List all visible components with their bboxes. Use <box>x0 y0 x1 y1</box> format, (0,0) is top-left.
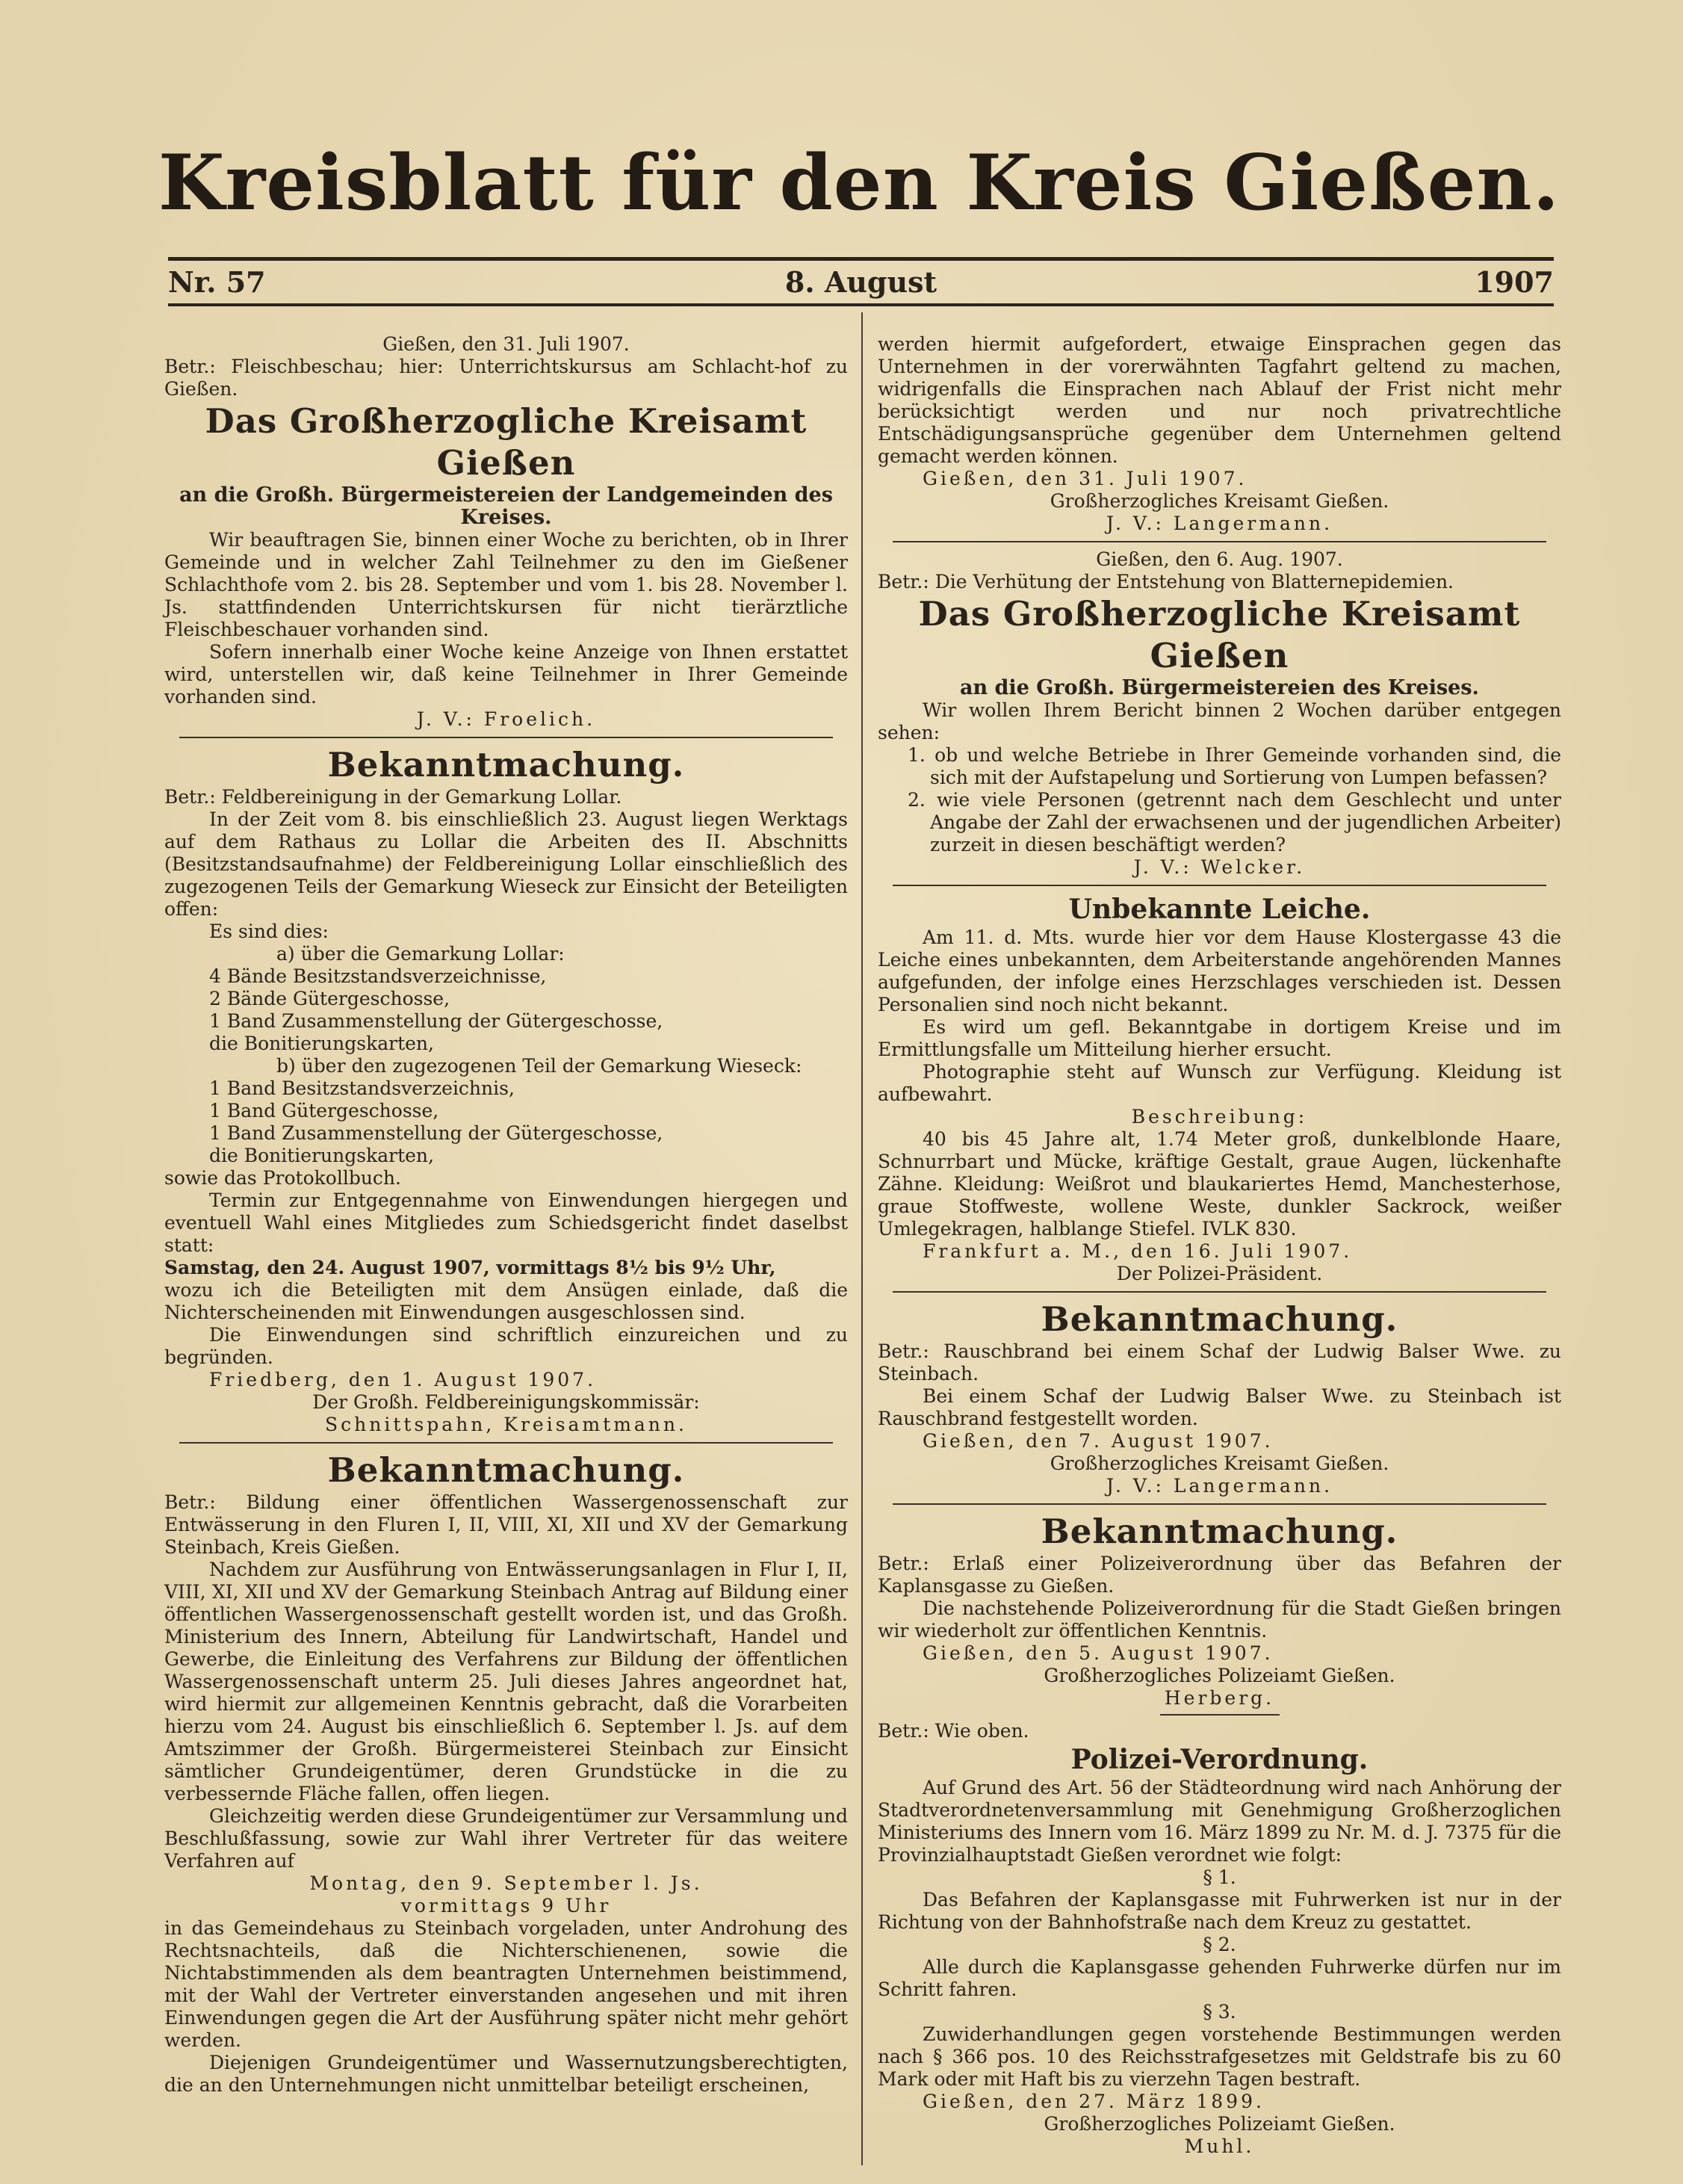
article-heading: Bekanntmachung. <box>1041 1512 1398 1551</box>
dateline: Frankfurt a. M., den 16. Juli 1907. <box>923 1240 1353 1262</box>
list-heading: a) über die Gemarkung Lollar: <box>276 943 565 965</box>
subject-line: Betr.: Die Verhütung der Entstehung von Blatternepidemien. <box>878 571 1454 593</box>
paragraph: Termin zur Entgegennahme von Einwendungen hiergegen und eventuell Wahl eines Mitgliedes zum Schiedsgericht findet daselbst statt: <box>164 1190 848 1256</box>
article-heading: Polizei-Verordnung. <box>1070 1744 1369 1775</box>
article-heading: Das Großherzogliche Kreisamt Gießen <box>205 401 808 483</box>
dateline: Gießen, den 7. August 1907. <box>923 1430 1274 1452</box>
dateline: Gießen, den 6. Aug. 1907. <box>1096 548 1343 570</box>
paragraph: Es wird um gefl. Bekanntgabe in dortigem Kreise und im Ermittlungsfalle um Mitteilung hierher ersucht. <box>878 1016 1561 1060</box>
paragraph: Bei einem Schaf der Ludwig Balser Wwe. zu Steinbach ist Rauschbrand festgestellt worden. <box>878 1385 1561 1429</box>
list-item: 2. wie viele Personen (getrennt nach dem Geschlecht und unter Angabe der Zahl der erwachsenen und der jugendlichen Arbeiter) zurzeit in diesen beschäftigt werden? <box>908 789 1561 856</box>
paragraph: Wir wollen Ihrem Bericht binnen 2 Wochen darüber entgegen sehen: <box>878 699 1561 743</box>
article-subheading: an die Großh. Bürgermeistereien der Landgemeinden des Kreises. <box>179 483 833 529</box>
issue-number: Nr. 57 <box>168 265 266 299</box>
notice-kaplansgasse <box>878 1511 1561 1716</box>
paragraph: Die Einwendungen sind schriftlich einzureichen und zu begründen. <box>164 1324 848 1368</box>
dateline: Gießen, den 27. März 1899. <box>923 2091 1265 2112</box>
masthead-title: Kreisblatt für den Kreis Gießen. <box>158 138 1560 228</box>
police-ordinance <box>878 1720 1561 2158</box>
paragraph: Alle durch die Kaplansgasse gehenden Fuhrwerke dürfen nur im Schritt fahren. <box>878 1956 1561 2000</box>
section-number: § 2. <box>1203 1934 1236 1955</box>
left-column <box>164 333 848 2097</box>
signature: Herberg. <box>1164 1687 1275 1709</box>
dateline: Gießen, den 31. Juli 1907. <box>382 333 630 355</box>
subject-line: Betr.: Bildung einer öffentlichen Wassergenossenschaft zur Entwässerung in den Fluren I, II, VIII, XI, XII und XV der Gemarkung Steinbach, Kreis Gießen. <box>164 1491 848 1558</box>
divider <box>179 737 833 738</box>
paragraph: wozu ich die Beteiligten mit dem Ansügen einlade, daß die Nichterscheinenden mit Einwendungen ausgeschlossen sind. <box>164 1279 848 1323</box>
signature: Schnittspahn, Kreisamtmann. <box>325 1414 687 1435</box>
signature-title: Großherzogliches Polizeiamt Gießen. <box>1044 1665 1395 1686</box>
paragraph: Am 11. d. Mts. wurde hier vor dem Hause Klostergasse 43 die Leiche eines unbekannten, dem Arbeiterstande angehörenden Mannes aufgefunden, der infolge eines Herzschlages verschieden ist. Dessen Personalien sind noch nicht bekannt. <box>878 927 1561 1015</box>
signature-title: Der Großh. Feldbereinigungskommissär: <box>312 1391 700 1413</box>
article-heading: Das Großherzogliche Kreisamt Gießen <box>918 594 1521 675</box>
signature-title: Großherzogliches Kreisamt Gießen. <box>1050 490 1389 512</box>
notice-blatternepidemien <box>878 548 1561 879</box>
signature: Der Polizei-Präsident. <box>1116 1263 1323 1284</box>
article-heading: Unbekannte Leiche. <box>1068 894 1371 925</box>
signature: J. V.: Langermann. <box>1106 513 1333 534</box>
list-item: 1 Band Zusammenstellung der Gütergeschosse, <box>209 1122 663 1144</box>
issue-date: 8. August <box>784 265 937 299</box>
paragraph: Das Befahren der Kaplansgasse mit Fuhrwerken ist nur in der Richtung von der Bahnhofstraße nach dem Kreuz zu gestattet. <box>878 1889 1561 1933</box>
list-item: 1 Band Gütergeschosse, <box>209 1100 439 1122</box>
paragraph: Wir beauftragen Sie, binnen einer Woche zu berichten, ob in Ihrer Gemeinde und in welcher Zahl Teilnehmer zu den im Gießener Schlachthofe vom 2. bis 28. September und vom 1. bis 28. November l. Js. stattfindenden Unterrichtskursen für nicht tierärztliche Fleischbeschauer vorhanden sind. <box>164 529 848 640</box>
paragraph: Auf Grund des Art. 56 der Städteordnung wird nach Anhörung der Stadtverordnetenversammlung mit Genehmigung Großherzoglichen Ministeriums des Innern vom 16. März 1899 zu Nr. M. d. J. 7375 für die Provinzialhauptstadt Gießen verordnet wie folgt: <box>878 1777 1561 1866</box>
paragraph: Zuwiderhandlungen gegen vorstehende Bestimmungen werden nach § 366 pos. 10 des Reichsstrafgesetzes mit Geldstrafe bis zu 60 Mark oder mit Haft bis zu vierzehn Tagen bestraft. <box>878 2023 1561 2090</box>
paragraph: Nachdem zur Ausführung von Entwässerungsanlagen in Flur I, II, VIII, XI, XII und XV der Gemarkung Steinbach Antrag auf Bildung einer öffentlichen Wassergenossenschaft gestellt worden ist, und das Großh. Ministerium des Innern, Abteilung für Landwirtschaft, Handel und Gewerbe, die Einleitung des Verfahrens zur Bildung der öffentlichen Wassergenossenschaft unterm 25. Juli dieses Jahres angeordnet hat, wird hiermit zur allgemeinen Kenntnis gebracht, daß die Vorarbeiten hierzu vom 24. August bis einschließlich 6. September l. Js. auf dem Amtszimmer der Großh. Bürgermeisterei Steinbach zur Einsicht sämtlicher Grundeigentümer, deren Grundstücke in die zu verbessernde Fläche fallen, offen liegen. <box>164 1559 848 1804</box>
column-divider <box>861 312 863 2165</box>
paragraph: in das Gemeindehaus zu Steinbach vorgeladen, unter Androhung des Rechtsnachteils, daß die Nichterschienenen, sowie die Nichtabstimmenden als dem beantragten Unternehmen beistimmend, mit der Wahl der Vertreter einverstanden angesehen und mit ihren Einwendungen gegen die Art der Ausführung später nicht mehr gehört werden. <box>164 1917 848 2051</box>
masthead-rule-top <box>168 257 1554 261</box>
list-item: die Bonitierungskarten, <box>209 1033 434 1054</box>
dateline: Gießen, den 31. Juli 1907. <box>923 468 1247 489</box>
right-column <box>878 333 1561 2158</box>
divider <box>179 1442 833 1444</box>
paragraph: werden hiermit aufgefordert, etwaige Einsprachen gegen das Unternehmen in der vorerwähnten Tagfahrt geltend zu machen, widrigenfalls die Einsprachen nach Ablauf der Frist nicht mehr berücksichtigt werden und nur noch privatrechtliche Entschädigungsansprüche gegenüber dem Unternehmen geltend gemacht werden können. <box>878 333 1561 467</box>
notice-unbekannte-leiche <box>878 892 1561 1285</box>
paragraph: Gleichzeitig werden diese Grundeigentümer zur Versammlung und Beschlußfassung, sowie zur Wahl ihrer Vertreter für das weitere Verfahren auf <box>164 1805 848 1872</box>
meeting-time: vormittags 9 Uhr <box>400 1895 612 1917</box>
list-item: 1. ob und welche Betriebe in Ihrer Gemeinde vorhanden sind, die sich mit der Aufstapelung und Sortierung von Lumpen befassen? <box>908 744 1561 788</box>
issue-line <box>168 263 1554 302</box>
divider <box>893 541 1546 542</box>
dateline: Friedberg, den 1. August 1907. <box>209 1369 597 1390</box>
article-heading: Bekanntmachung. <box>327 745 685 785</box>
meeting-date: Montag, den 9. September l. Js. <box>309 1872 703 1894</box>
divider <box>893 885 1546 886</box>
list-heading: b) über den zugezogenen Teil der Gemarkung Wieseck: <box>276 1055 802 1077</box>
list-item: 1 Band Besitzstandsverzeichnis, <box>209 1077 515 1099</box>
subject-line: Betr.: Erlaß einer Polizeiverordnung über das Befahren der Kaplansgasse zu Gießen. <box>878 1553 1561 1597</box>
appointment-line: Samstag, den 24. August 1907, vormittags 8½ bis 9½ Uhr, <box>164 1257 776 1278</box>
signature: Muhl. <box>1184 2135 1255 2157</box>
divider <box>893 1503 1546 1505</box>
signature: J. V.: Welcker. <box>1133 856 1306 878</box>
signature-title: Großherzogliches Polizeiamt Gießen. <box>1044 2113 1395 2135</box>
subject-line: Betr.: Feldbereinigung in der Gemarkung Lollar. <box>164 786 622 808</box>
paragraph: Photographie steht auf Wunsch zur Verfügung. Kleidung ist aufbewahrt. <box>878 1061 1561 1105</box>
paragraph: 40 bis 45 Jahre alt, 1.74 Meter groß, dunkelblonde Haare, Schnurrbart und Mücke, kräftige Gestalt, graue Augen, lückenhafte Zähne. Kleidung: Weißrot und blaukariertes Hemd, Manchesterhose, graue Stoffweste, wollene Weste, dunkler Sackrock, weißer Umlegekragen, halblange Stiefel. IVLK 830. <box>878 1128 1561 1240</box>
notice-continuation <box>878 333 1561 535</box>
list-item: 4 Bände Besitzstandsverzeichnisse, <box>209 965 547 987</box>
description-label: Beschreibung: <box>1131 1106 1308 1127</box>
dateline: Gießen, den 5. August 1907. <box>923 1642 1274 1664</box>
article-heading: Bekanntmachung. <box>1041 1299 1398 1339</box>
section-number: § 1. <box>1203 1866 1236 1888</box>
issue-year: 1907 <box>1475 265 1554 299</box>
subject-line: Betr.: Rauschbrand bei einem Schaf der Ludwig Balser Wwe. zu Steinbach. <box>878 1340 1561 1385</box>
subject-line: Betr.: Fleischbeschau; hier: Unterrichtskursus am Schlacht-hof zu Gießen. <box>164 356 848 400</box>
notice-wassergenossenschaft <box>164 1450 848 2097</box>
short-divider <box>1160 1714 1280 1716</box>
paragraph: Sofern innerhalb einer Woche keine Anzeige von Ihnen erstattet wird, unterstellen wir, daß keine Teilnehmer in Ihrer Gemeinde vorhanden sind. <box>164 641 848 708</box>
article-subheading: an die Großh. Bürgermeistereien des Kreises. <box>960 676 1479 699</box>
divider <box>893 1291 1546 1293</box>
list-item: 1 Band Zusammenstellung der Gütergeschosse, <box>209 1010 663 1032</box>
section-number: § 3. <box>1203 2001 1236 2023</box>
list-item: sowie das Protokollbuch. <box>164 1167 401 1189</box>
list-item: die Bonitierungskarten, <box>209 1145 434 1166</box>
signature-title: Großherzogliches Kreisamt Gießen. <box>1050 1453 1389 1474</box>
list-item: 2 Bände Gütergeschosse, <box>209 988 450 1009</box>
subject-line: Betr.: Wie oben. <box>878 1720 1029 1742</box>
notice-fleischbeschau <box>164 333 848 731</box>
paragraph: In der Zeit vom 8. bis einschließlich 23. August liegen Werktags auf dem Rathaus zu Lollar die Arbeiten des II. Abschnitts (Besitzstandsaufnahme) der Feldbereinigung Lollar einschließlich des zugezogenen Teils der Gemarkung Wieseck zur Einsicht der Beteiligten offen: <box>164 808 848 920</box>
signature: J. V.: Froelich. <box>416 708 596 730</box>
signature: J. V.: Langermann. <box>1106 1475 1333 1497</box>
paragraph: Diejenigen Grundeigentümer und Wassernutzungsberechtigten, die an den Unternehmungen nicht unmittelbar beteiligt erscheinen, <box>164 2052 848 2096</box>
paragraph: Die nachstehende Polizeiverordnung für die Stadt Gießen bringen wir wiederholt zur öffentlichen Kenntnis. <box>878 1597 1561 1642</box>
paragraph: Es sind dies: <box>209 921 329 942</box>
masthead-rule-bottom <box>168 303 1554 306</box>
article-heading: Bekanntmachung. <box>327 1450 685 1490</box>
notice-rauschbrand <box>878 1299 1561 1497</box>
notice-feldbereinigung-lollar <box>164 744 848 1436</box>
